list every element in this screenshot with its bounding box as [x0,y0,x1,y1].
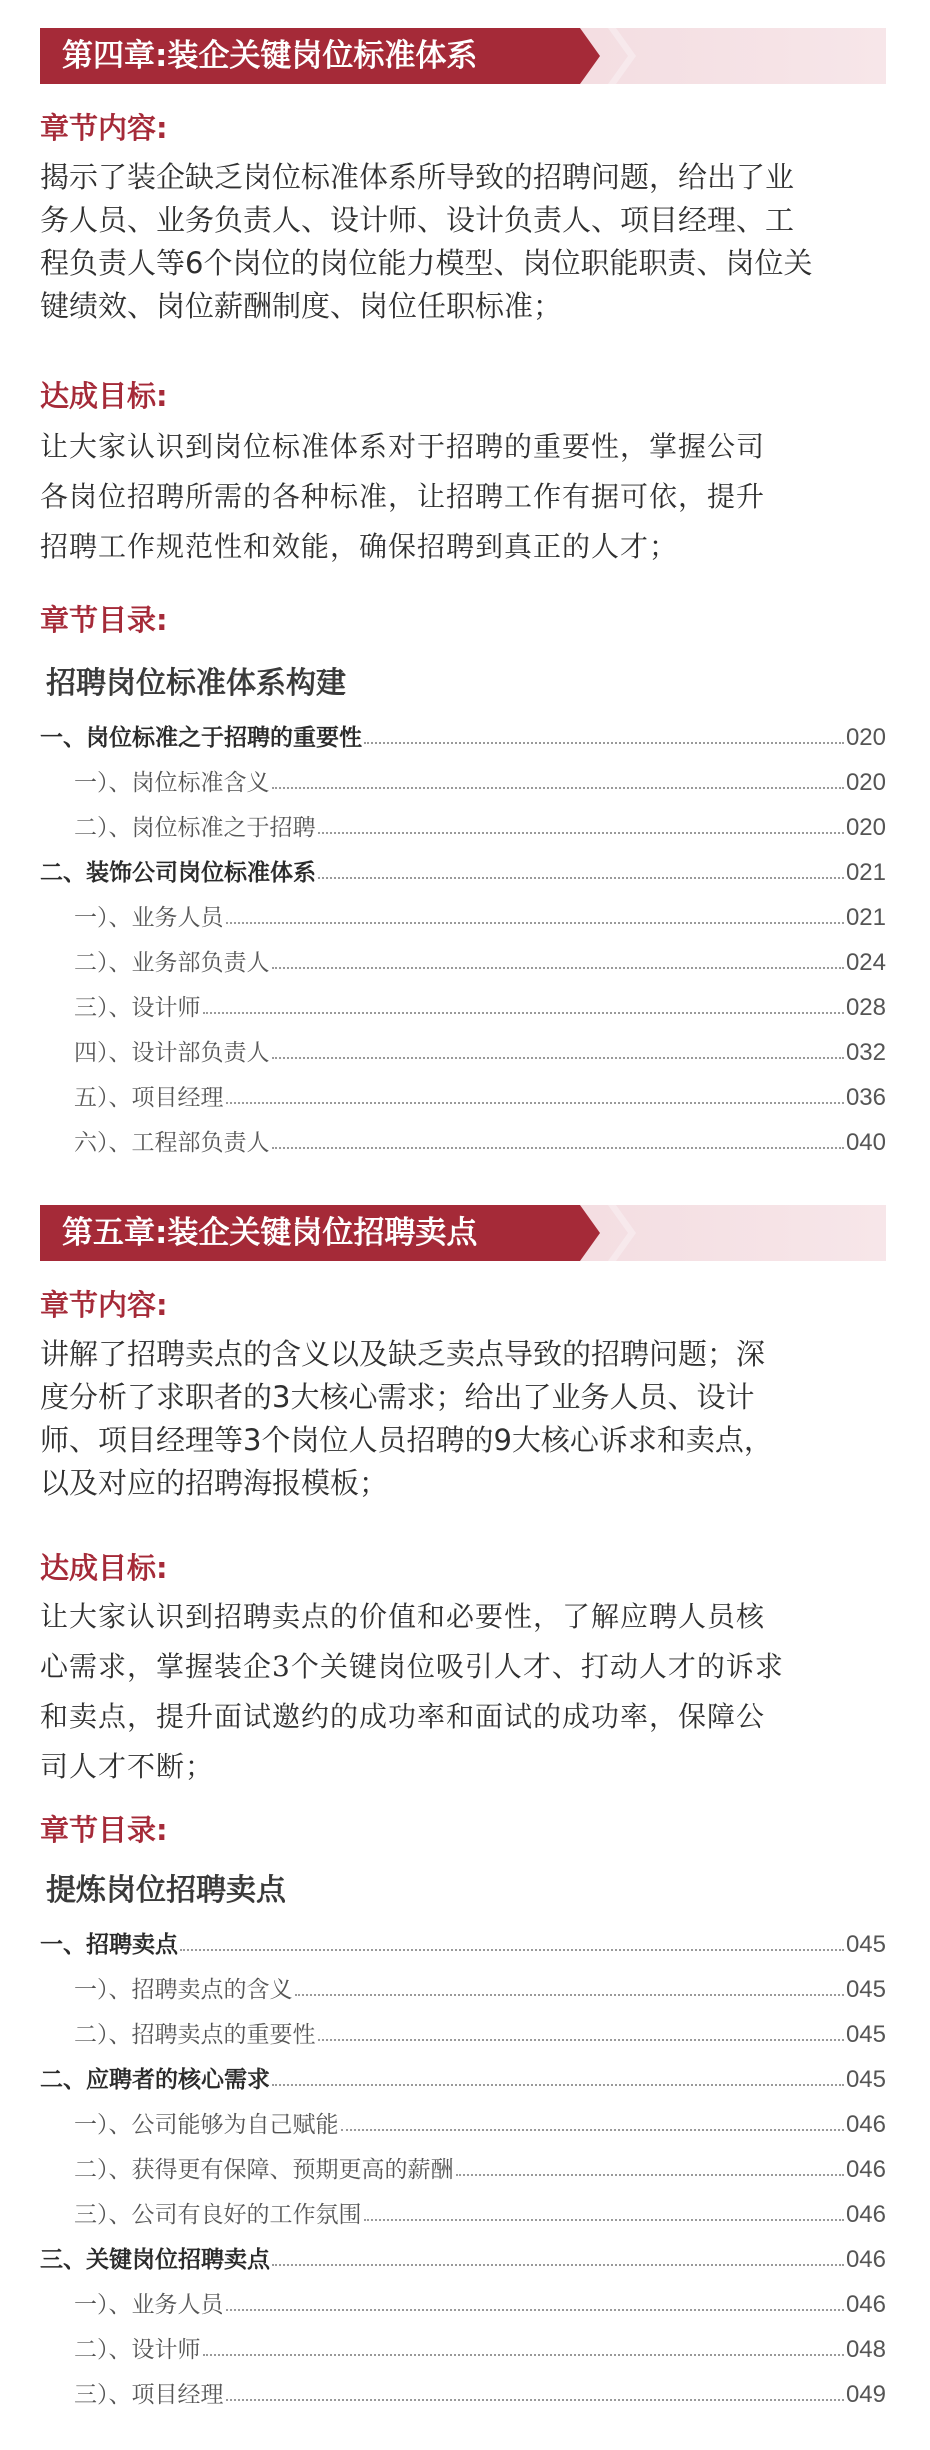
goal-line: 心需求，掌握装企3个关键岗位吸引人才、打动人才的诉求 [40,1650,784,1683]
toc-leader-dots [341,2128,844,2131]
toc-page-number: 036 [845,1084,886,1111]
toc-title: 招聘岗位标准体系构建 [46,666,346,701]
toc-page-number: 040 [845,1129,886,1156]
toc-label: 章节目录: [40,603,168,637]
toc-page-number: 020 [845,814,886,841]
toc-leader-dots [203,1011,844,1014]
toc-leader-dots [226,1101,844,1104]
toc-entry[interactable] [40,2235,886,2275]
toc-entry[interactable] [40,713,886,753]
toc-page-number: 045 [845,2066,886,2093]
toc-entry-title: 一）、业务人员 [74,2292,224,2318]
goal-line: 各岗位招聘所需的各种标准，让招聘工作有据可依，提升 [40,480,766,513]
toc-leader-dots [295,1993,844,1996]
toc-entry-title: 二）、设计师 [74,2337,201,2363]
toc-entry[interactable] [40,2280,886,2320]
toc-page-number: 049 [845,2381,886,2408]
toc-leader-dots [318,2038,844,2041]
toc-page-number: 032 [845,1039,886,1066]
chapter-title: 第五章:装企关键岗位招聘卖点 [62,1215,478,1251]
toc-label: 章节目录: [40,1813,168,1847]
goal-line: 招聘工作规范性和效能，确保招聘到真正的人才； [40,530,679,563]
toc-leader-dots [318,831,844,834]
chapter-banner [40,28,886,84]
toc-page-number: 020 [845,724,886,751]
content-line: 度分析了求职者的3大核心需求；给出了业务人员、设计 [40,1380,755,1414]
toc-page-number: 021 [845,904,886,931]
toc-page-number: 046 [845,2246,886,2273]
toc-entry-title: 一）、公司能够为自己赋能 [74,2112,339,2138]
toc-page-number: 020 [845,769,886,796]
goal-line: 和卖点，提升面试邀约的成功率和面试的成功率，保障公 [40,1700,766,1733]
toc-page-number: 046 [845,2201,886,2228]
content-line: 揭示了装企缺乏岗位标准体系所导致的招聘问题，给出了业 [40,160,795,194]
toc-entry[interactable] [40,1073,886,1113]
toc-entry[interactable] [40,2190,886,2230]
content-line: 讲解了招聘卖点的含义以及缺乏卖点导致的招聘问题；深 [40,1337,766,1371]
toc-entry[interactable] [40,983,886,1023]
toc-leader-dots [226,2398,844,2401]
toc-entry-title: 四）、设计部负责人 [74,1040,270,1066]
toc-entry[interactable] [40,1965,886,2005]
toc-leader-dots [272,786,844,789]
content-line: 师、项目经理等3个岗位人员招聘的9大核心诉求和卖点， [40,1423,773,1457]
toc-entry-title: 三）、设计师 [74,995,201,1021]
toc-entry-title: 二）、招聘卖点的重要性 [74,2022,316,2048]
chapter-banner [40,1205,886,1261]
toc-leader-dots [318,876,844,879]
toc-entry-title: 一）、招聘卖点的含义 [74,1977,293,2003]
toc-entry[interactable] [40,758,886,798]
toc-entry-title: 三）、公司有良好的工作氛围 [74,2202,362,2228]
toc-page-number: 046 [845,2291,886,2318]
toc-entry-title: 二、装饰公司岗位标准体系 [40,860,316,886]
toc-leader-dots [272,1056,844,1059]
toc-leader-dots [180,1948,844,1951]
toc-entry[interactable] [40,1118,886,1158]
toc-entry[interactable] [40,1920,886,1960]
goal-line: 让大家认识到岗位标准体系对于招聘的重要性，掌握公司 [40,430,766,463]
toc-entry-title: 二）、获得更有保障、预期更高的薪酬 [74,2157,454,2183]
toc-leader-dots [226,921,844,924]
toc-leader-dots [364,741,844,744]
content-text [40,1333,892,1505]
toc-entry-title: 六）、工程部负责人 [74,1130,270,1156]
toc-entry-title: 三、关键岗位招聘卖点 [40,2247,270,2273]
toc-entry[interactable] [40,2055,886,2095]
toc-entry[interactable] [40,2145,886,2185]
content-text [40,156,892,328]
content-line: 键绩效、岗位薪酬制度、岗位任职标准； [40,289,563,323]
toc-leader-dots [226,2308,844,2311]
goal-label: 达成目标: [40,1551,168,1585]
toc-entry[interactable] [40,2010,886,2050]
toc-entry-title: 一、招聘卖点 [40,1932,178,1958]
toc-entry-title: 二）、业务部负责人 [74,950,270,976]
goal-text [40,422,892,572]
toc-page-number: 046 [845,2156,886,2183]
content-line: 程负责人等6个岗位的岗位能力模型、岗位职能职责、岗位关 [40,246,813,280]
toc-page-number: 045 [845,2021,886,2048]
toc-leader-dots [203,2353,844,2356]
toc-page-number: 021 [845,859,886,886]
toc-entry[interactable] [40,2370,886,2410]
toc-entry[interactable] [40,1028,886,1068]
toc-page-number: 045 [845,1931,886,1958]
toc-entry[interactable] [40,893,886,933]
toc-leader-dots [364,2218,844,2221]
toc-entry[interactable] [40,848,886,888]
toc-title: 提炼岗位招聘卖点 [46,1873,286,1908]
toc-leader-dots [272,1146,844,1149]
content-label: 章节内容: [40,111,168,145]
toc-entry-title: 五）、项目经理 [74,1085,224,1111]
toc-leader-dots [456,2173,844,2176]
toc-entry-title: 一）、业务人员 [74,905,224,931]
toc-page-number: 028 [845,994,886,1021]
toc-entry[interactable] [40,2325,886,2365]
chapter-title: 第四章:装企关键岗位标准体系 [62,38,478,74]
toc-leader-dots [272,2083,844,2086]
toc-entry[interactable] [40,803,886,843]
content-line: 以及对应的招聘海报模板； [40,1466,389,1500]
toc-leader-dots [272,966,844,969]
content-label: 章节内容: [40,1288,168,1322]
goal-line: 让大家认识到招聘卖点的价值和必要性，了解应聘人员核 [40,1600,766,1633]
toc-page-number: 045 [845,1976,886,2003]
toc-entry-title: 二）、岗位标准之于招聘 [74,815,316,841]
goal-text [40,1592,892,1792]
toc-page-number: 048 [845,2336,886,2363]
toc-leader-dots [272,2263,844,2266]
goal-label: 达成目标: [40,379,168,413]
toc-entry-title: 一）、岗位标准含义 [74,770,270,796]
toc-page-number: 046 [845,2111,886,2138]
toc-entry-title: 三）、项目经理 [74,2382,224,2408]
toc-entry[interactable] [40,938,886,978]
toc-entry[interactable] [40,2100,886,2140]
toc-entry-title: 一、岗位标准之于招聘的重要性 [40,725,362,751]
toc-entry-title: 二、应聘者的核心需求 [40,2067,270,2093]
goal-line: 司人才不断； [40,1750,215,1783]
toc-page-number: 024 [845,949,886,976]
content-line: 务人员、业务负责人、设计师、设计负责人、项目经理、工 [40,203,795,237]
